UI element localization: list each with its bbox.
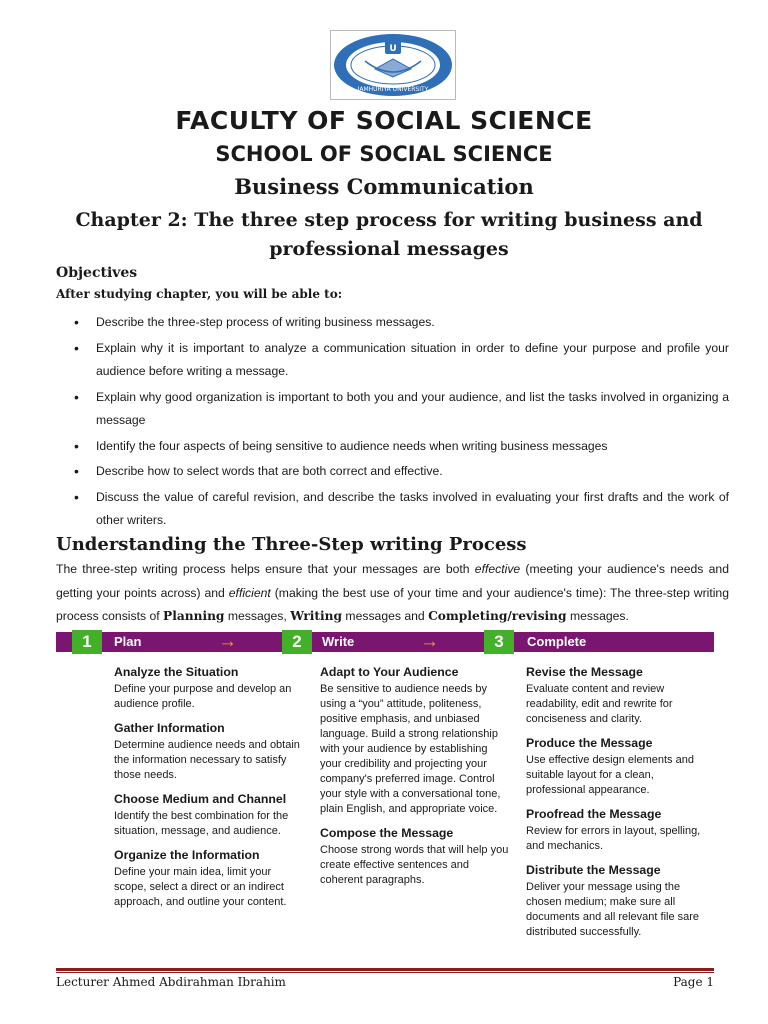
- complete-column: [526, 664, 712, 948]
- objectives-subheading: After studying chapter, you will be able to:: [56, 287, 343, 301]
- objectives-list: [74, 311, 729, 535]
- step-title: Analyze the Situation: [114, 665, 239, 679]
- plan-step: [114, 664, 304, 712]
- objective-item: • Discuss the value of careful revision, and describe the tasks involved in evaluating your first drafts and the work of other writers.: [74, 486, 729, 533]
- step-number-1: 1: [72, 630, 102, 654]
- objective-item: • Explain why good organization is important to both you and your audience, and list the tasks involved in organizing a message: [74, 386, 729, 433]
- step-label-complete: Complete: [527, 634, 587, 649]
- step-title: Gather Information: [114, 721, 225, 735]
- step-title: Choose Medium and Channel: [114, 792, 287, 806]
- step-description: Review for errors in layout, spelling, and mechanics.: [526, 825, 701, 852]
- complete-step: [526, 862, 712, 940]
- step-description: Define your purpose and develop an audience profile.: [114, 683, 292, 710]
- objectives-heading: Objectives: [56, 265, 138, 281]
- logo-seal-icon: [331, 31, 455, 99]
- objective-item: • Describe how to select words that are both correct and effective.: [74, 460, 729, 484]
- svg-text:JAMHURIYA UNIVERSITY: JAMHURIYA UNIVERSITY: [357, 86, 429, 93]
- write-step: [320, 825, 510, 888]
- section-intro: The three-step writing process helps ensure that your messages are both effective (meeting your audience's needs and getting your points across) and efficient (making the best use of your time and your audience's time): The three-step writing process consists of Planning messages, Writing messages and Completing/revising messages.: [56, 562, 729, 623]
- arrow-right-icon: →: [218, 631, 237, 652]
- step-label-write: Write: [322, 634, 355, 649]
- step-description: Evaluate content and review readability, edit and rewrite for conciseness and clarity.: [526, 683, 673, 725]
- step-description: Deliver your message using the chosen medium; make sure all documents and all relevant file sare distributed successfully.: [526, 881, 700, 938]
- step-title: Adapt to Your Audience: [320, 665, 459, 679]
- process-header-bar: [56, 632, 714, 652]
- planning-term: Planning: [163, 609, 225, 623]
- objective-item: • Explain why it is important to analyze a communication situation in order to define your purpose and profile your audience before writing a message.: [74, 337, 729, 384]
- arrow-right-icon: →: [420, 631, 439, 652]
- step-label-plan: Plan: [114, 634, 142, 649]
- step-number-2: 2: [282, 630, 312, 654]
- three-step-process-figure: [56, 630, 714, 952]
- complete-step: [526, 806, 712, 854]
- step-title: Proofread the Message: [526, 807, 662, 821]
- complete-step: [526, 664, 712, 727]
- step-description: Determine audience needs and obtain the information necessary to satisfy those needs.: [114, 739, 300, 781]
- objective-item: • Identify the four aspects of being sensitive to audience needs when writing business messages: [74, 435, 729, 459]
- write-step: [320, 664, 510, 817]
- plan-step: [114, 720, 304, 783]
- writing-term: Writing: [290, 609, 343, 623]
- plan-step: [114, 791, 304, 839]
- efficient-term: efficient: [228, 585, 271, 600]
- write-column: [320, 664, 510, 896]
- footer-page-number: Page 1: [673, 975, 714, 989]
- complete-step: [526, 735, 712, 798]
- step-title: Compose the Message: [320, 826, 454, 840]
- step-description: Define your main idea, limit your scope, select a direct or an indirect approach, and outline your content.: [114, 866, 287, 908]
- step-description: Use effective design elements and suitable layout for a clean, professional appearance.: [526, 754, 694, 796]
- objective-item: • Describe the three-step process of writing business messages.: [74, 311, 729, 335]
- step-title: Organize the Information: [114, 848, 260, 862]
- step-title: Revise the Message: [526, 665, 643, 679]
- step-number-3: 3: [484, 630, 514, 654]
- section-heading: Understanding the Three-Step writing Process: [56, 534, 527, 555]
- plan-step: [114, 847, 304, 910]
- svg-text:U: U: [389, 44, 397, 54]
- faculty-title: FACULTY OF SOCIAL SCIENCE: [175, 106, 593, 135]
- footer-lecturer: Lecturer Ahmed Abdirahman Ibrahim: [56, 975, 286, 989]
- step-description: Be sensitive to audience needs by using a “you” attitude, politeness, positive emphasis, and unbiased language. Build a strong relationship with your audience by establishing your credibility and projecting your company's preferred image. Control your style with a conversational tone, plain English, and appropriate voice.: [320, 683, 501, 815]
- chapter-title: Chapter 2: The three step process for writing business and professional messages: [75, 209, 703, 260]
- plan-column: [114, 664, 304, 918]
- effective-term: effective: [474, 562, 521, 576]
- step-title: Distribute the Message: [526, 863, 661, 877]
- university-logo: [330, 30, 456, 100]
- completing-term: Completing/revising: [428, 609, 567, 623]
- step-description: Choose strong words that will help you create effective sentences and coherent paragraphs.: [320, 844, 509, 886]
- step-title: Produce the Message: [526, 736, 653, 750]
- footer-divider-thin: [56, 972, 714, 973]
- school-title: SCHOOL OF SOCIAL SCIENCE: [215, 142, 553, 166]
- footer-divider: [56, 968, 714, 971]
- step-description: Identify the best combination for the situation, message, and audience.: [114, 810, 289, 837]
- course-title: Business Communication: [234, 174, 534, 199]
